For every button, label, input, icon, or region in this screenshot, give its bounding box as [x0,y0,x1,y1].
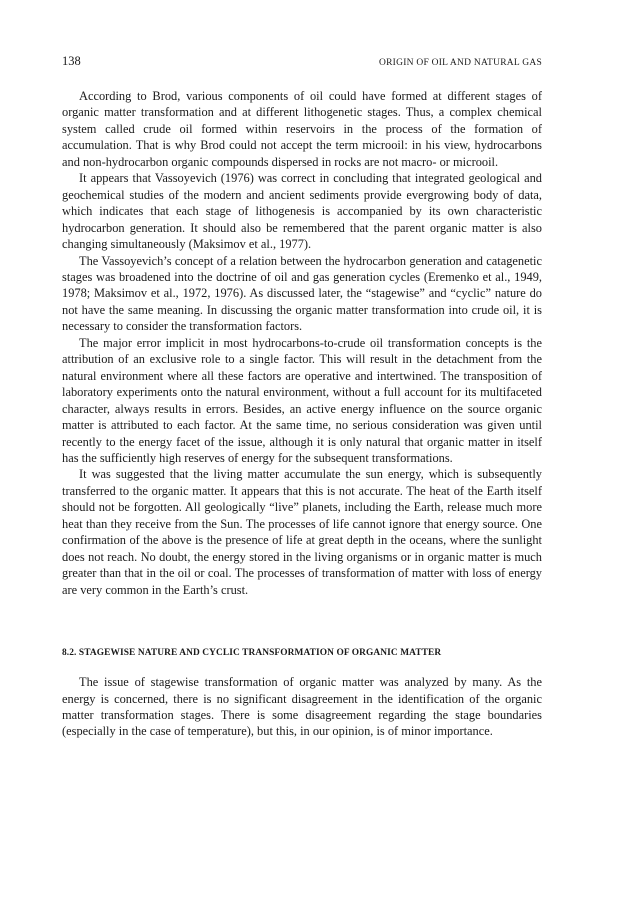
paragraph-sun-energy: It was suggested that the living matter accumulate the sun energy, which is subsequently transferred to the organic matter. It appears that this is not accurate. The heat of the Earth itself should not be forgotten. All geologically “live” planets, including the Earth, release much more heat than they receive from the Sun. The processes of life cannot ignore that energy source. One confirmation of the above is the presence of life at great depth in the oceans, where the sunlight does not reach. No doubt, the energy stored in the living organisms or in organic matter is much greater than that in the oil or coal. The processes of transformation of matter with loss of energy are very common in the Earth’s crust. [62,467,542,597]
body-text [62,88,542,598]
running-title: ORIGIN OF OIL AND NATURAL GAS [378,58,542,68]
paragraph-major-error: The major error implicit in most hydrocarbons-to-crude oil transformation concepts is the attribution of an exclusive role to a single factor. This will result in the detachment from the natural environment where all these factors are operative and intertwined. The transposition of laboratory experiments onto the natural environment, without a full account for its multifaceted character, always results in errors. Besides, an active energy influence on the source organic matter is attributed to each factor. At the same time, no serious consideration was given until recently to the energy facet of the issue, although it is only natural that organic matter in itself has the sufficiently high reserves of energy for the subsequent transformations. [62,335,542,465]
running-header [62,54,542,70]
paragraph-stagewise-transformation: The issue of stagewise transformation of organic matter was analyzed by many. As the energy is concerned, there is no significant disagreement in the identification of the organic matter transformation stages. There is some disagreement regarding the stage boundaries (especially in the case of temperature), but this, in our opinion, is of minor importance. [62,675,542,739]
paragraph-generation-cycles: The Vassoyevich’s concept of a relation between the hydrocarbon generation and catagenetic stages was broadened into the doctrine of oil and gas generation cycles (Eremenko et al., 1949, 1978; Maksimov et al., 1972, 1976). As discussed later, the “stagewise” and “cyclic” nature do not have the same meaning. In discussing the organic matter transformation into crude oil, it is necessary to consider the transformation factors. [62,253,542,334]
page-number: 138 [62,54,81,68]
book-page [62,54,542,740]
section-heading: 8.2. STAGEWISE NATURE AND CYCLIC TRANSFORMATION OF ORGANIC MATTER [62,648,442,659]
section-body [62,674,542,740]
paragraph-vassoyevich-1976: It appears that Vassoyevich (1976) was correct in concluding that integrated geological and geochemical studies of the modern and ancient sediments provide evergrowing body of data, which indicates that each stage of lithogenesis is accompanied by its own characteristic hydrocarbon generation. It should also be remembered that the parent organic matter is also changing simultaneously (Maksimov et al., 1977). [62,171,542,252]
paragraph-brod: According to Brod, various components of oil could have formed at different stages of organic matter transformation and at different lithogenetic stages. Thus, a complex chemical system called crude oil formed within reservoirs in the process of the formation of accumulation. That is why Brod could not accept the term microoil: in his view, hydrocarbons and non-hydrocarbon organic compounds dispersed in rocks are not macro- or microoil. [62,89,542,169]
